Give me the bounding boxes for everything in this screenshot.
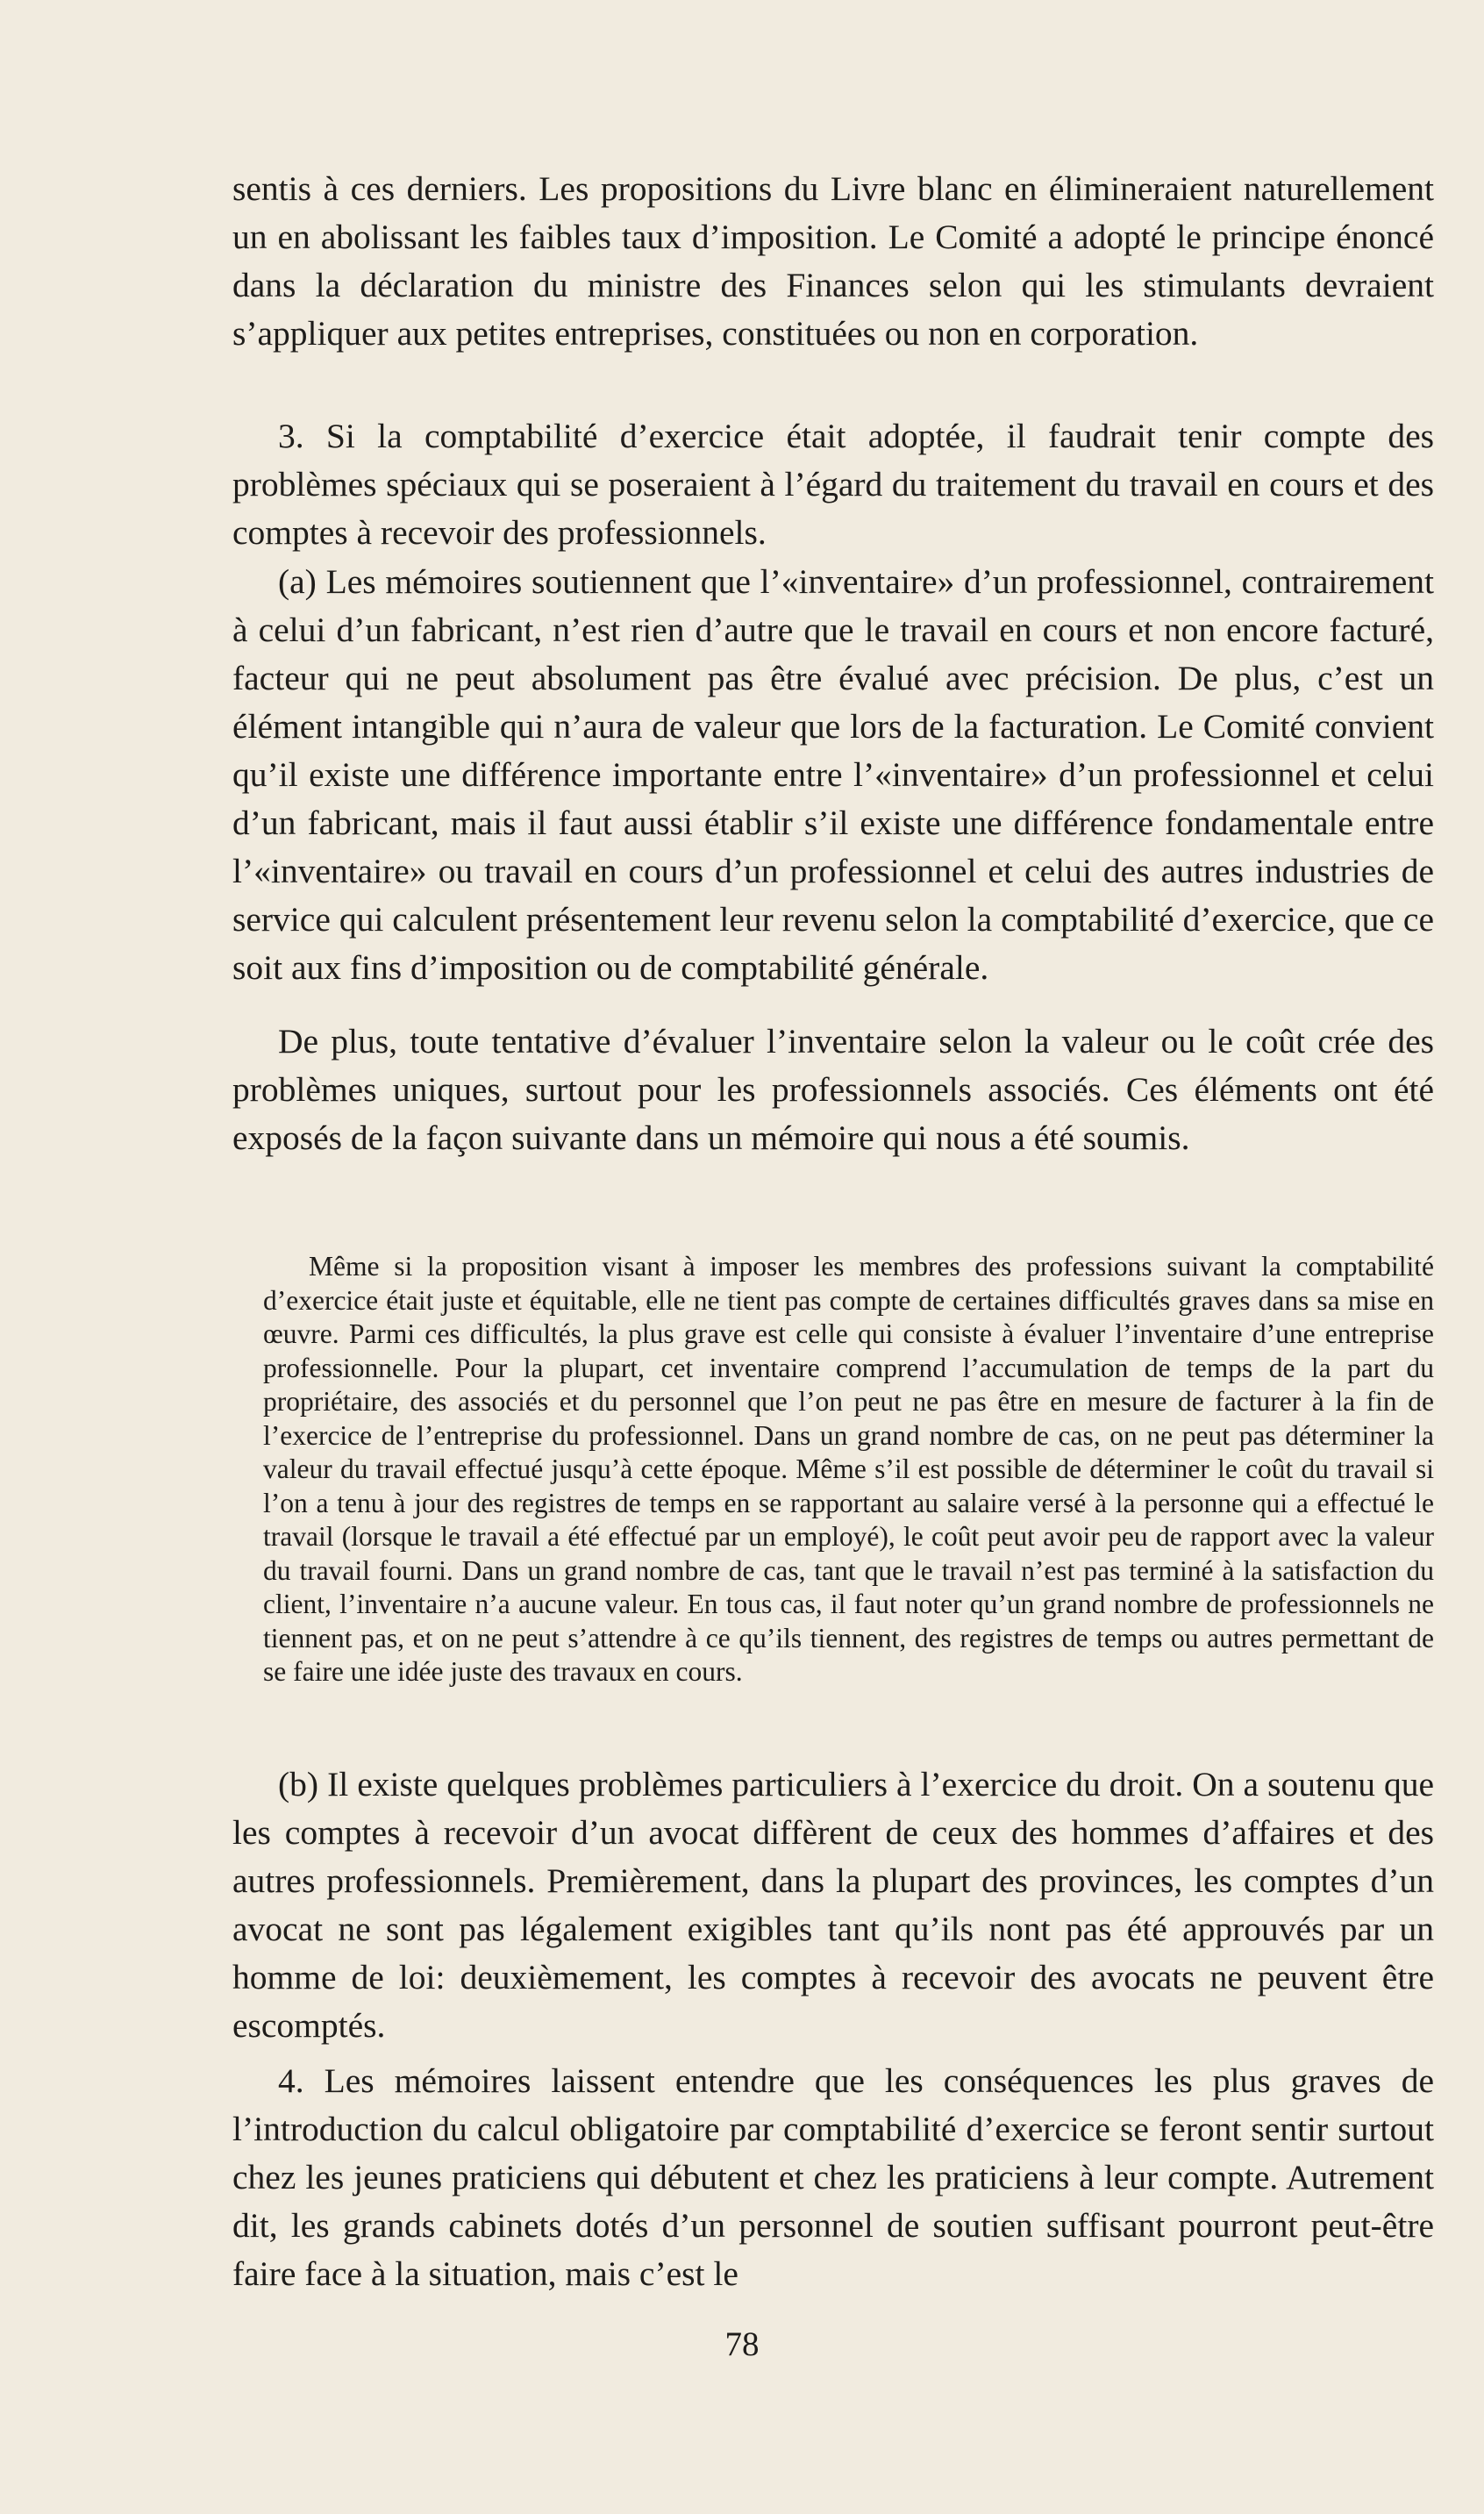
page-number: 78 — [724, 2325, 760, 2363]
paragraph-text: (b) Il existe quelques problèmes particuliers à l’exercice du droit. On a soutenu que les comptes à recevoir d’un avocat diffèrent de ceux des hommes d’affaires et des autres professionnels. Premièrement, dans la plupart des provinces, les comptes d’un avocat ne sont pas légalement exigibles tant qu’ils nont pas été approuvés par un homme de loi: deuxièmement, les comptes à recevoir des avocats ne peuvent être escomptés. — [232, 1765, 1434, 2045]
paragraph-text: sentis à ces derniers. Les propositions du Livre blanc en élimineraient naturellement un en abolissant les faibles taux d’imposition. Le Comité a adopté le principe énoncé dans la déclaration du ministre des Finances selon qui les stimulants devraient s’appliquer aux petites entreprises, constituées ou non en corporation. — [232, 169, 1434, 353]
paragraph-text: (a) Les mémoires soutiennent que l’«inventaire» d’un professionnel, contrairement à celui d’un fabricant, n’est rien d’autre que le travail en cours et non encore facturé, facteur qui ne peut absolument pas être évalué avec précision. De plus, c’est un élément intangible qui n’aura de valeur que lors de la facturation. Le Comité convient qu’il existe une différence importante entre l’«inventaire» d’un professionnel et celui d’un fabricant, mais il faut aussi établir s’il existe une différence fondamentale entre l’«inventaire» ou travail en cours d’un professionnel et celui des autres industries de service qui calculent présentement leur revenu selon la comptabilité d’exercice, que ce soit aux fins d’imposition ou de comptabilité générale. — [232, 562, 1434, 987]
paragraph-text: 3. Si la comptabilité d’exercice était adoptée, il faudrait tenir compte des problèmes spéciaux qui se poseraient à l’égard du traitement du travail en cours et des comptes à recevoir des professionnels. — [232, 417, 1434, 552]
paragraph-de-plus — [232, 1018, 1434, 1162]
paragraph-text: 4. Les mémoires laissent entendre que les conséquences les plus graves de l’introduction du calcul obligatoire par comptabilité d’exercice se feront sentir surtout chez les jeunes praticiens qui débutent et chez les praticiens à leur compte. Autrement dit, les grands cabinets dotés d’un personnel de soutien suffisant pourront peut-être faire face à la situation, mais c’est le — [232, 2061, 1434, 2293]
quote-text: Même si la proposition visant à imposer les membres des professions suivant la comptabilité d’exercice était juste et équitable, elle ne tient pas compte de certaines difficultés graves dans sa mise en œuvre. Parmi ces difficultés, la plus grave est celle qui consiste à évaluer l’inventaire d’une entreprise professionnelle. Pour la plupart, cet inventaire comprend l’accumulation de temps de la part du propriétaire, des associés et du personnel que l’on peut ne pas être en mesure de facturer à la fin de l’exercice de l’entreprise du professionnel. Dans un grand nombre de cas, on ne peut pas déterminer la valeur du travail effectué jusqu’à cette époque. Même s’il est possible de déterminer le coût du travail si l’on a tenu à jour des registres de temps en se rapportant au salaire versé à la personne qui a effectué le travail (lorsque le travail a été effectué par un employé), le coût peut avoir peu de rapport avec la valeur du travail fourni. Dans un grand nombre de cas, tant que le travail n’est pas terminé à la satisfaction du client, l’inventaire n’a aucune valeur. En tous cas, il faut noter qu’un grand nombre de professionnels ne tiennent pas, et on ne peut s’attendre à ce qu’ils tiennent, des registres de temps ou autres permettant de se faire une idée juste des travaux en cours. — [263, 1251, 1434, 1687]
paragraph-3 — [232, 412, 1434, 557]
paragraph-3b — [232, 1761, 1434, 2050]
block-quote — [263, 1250, 1434, 1689]
paragraph-4 — [232, 2057, 1434, 2298]
paragraph-text: De plus, toute tentative d’évaluer l’inventaire selon la valeur ou le coût crée des problèmes uniques, surtout pour les professionnels associés. Ces éléments ont été exposés de la façon suivante dans un mémoire qui nous a été soumis. — [232, 1022, 1434, 1157]
paragraph-continuation — [232, 165, 1434, 358]
paragraph-3a — [232, 558, 1434, 992]
